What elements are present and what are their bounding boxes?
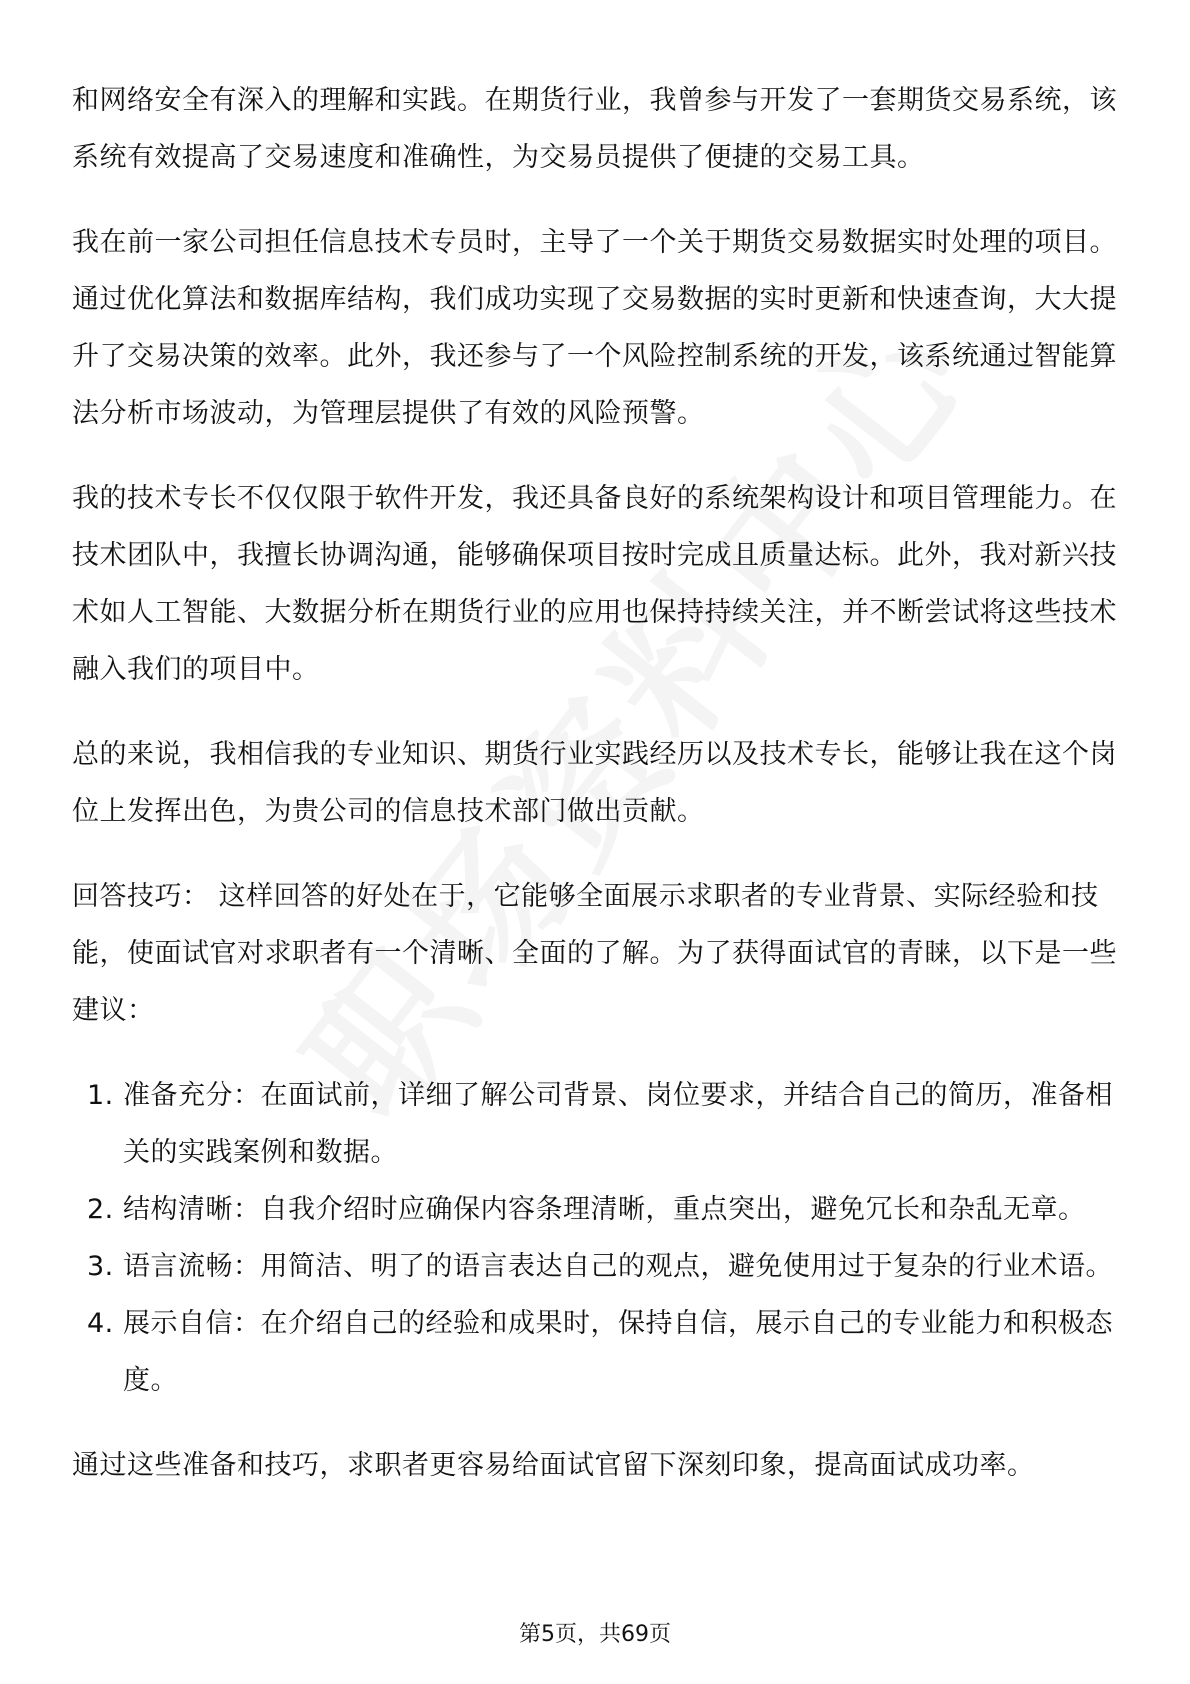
list-item-text: 展示自信：在介绍自己的经验和成果时，保持自信，展示自己的专业能力和积极态度。 [123,1308,1113,1396]
list-item-text: 结构清晰：自我介绍时应确保内容条理清晰，重点突出，避免冗长和杂乱无章。 [123,1194,1086,1225]
list-item [72,1238,1124,1295]
list-item-number: 3. [87,1251,114,1282]
list-item [72,1067,1124,1181]
paragraph-summary: 总的来说，我相信我的专业知识、期货行业实践经历以及技术专长，能够让我在这个岗位上发挥出色，为贵公司的信息技术部门做出贡献。 [72,739,1117,827]
list-item [72,1181,1124,1238]
paragraph-answer-tips: 回答技巧： 这样回答的好处在于，它能够全面展示求职者的专业背景、实际经验和技能，使面试官对求职者有一个清晰、全面的了解。为了获得面试官的青睐，以下是一些建议： [72,881,1117,1026]
list-item-text: 准备充分：在面试前，详细了解公司背景、岗位要求，并结合自己的简历，准备相关的实践案例和数据。 [123,1080,1113,1168]
paragraph-closing: 通过这些准备和技巧，求职者更容易给面试官留下深刻印象，提高面试成功率。 [72,1450,1035,1481]
list-item-text: 语言流畅：用简洁、明了的语言表达自己的观点，避免使用过于复杂的行业术语。 [123,1251,1113,1282]
document-body [72,72,1124,1494]
list-item-number: 1. [87,1080,114,1111]
list-item-number: 4. [87,1308,114,1339]
paragraph-intro-continued: 和网络安全有深入的理解和实践。在期货行业，我曾参与开发了一套期货交易系统，该系统有效提高了交易速度和准确性，为交易员提供了便捷的交易工具。 [72,85,1117,173]
paragraph-technical-skills: 我的技术专长不仅仅限于软件开发，我还具备良好的系统架构设计和项目管理能力。在技术团队中，我擅长协调沟通，能够确保项目按时完成且质量达标。此外，我对新兴技术如人工智能、大数据分析在期货行业的应用也保持持续关注，并不断尝试将这些技术融入我们的项目中。 [72,483,1117,685]
paragraph-project-experience: 我在前一家公司担任信息技术专员时，主导了一个关于期货交易数据实时处理的项目。通过优化算法和数据库结构，我们成功实现了交易数据的实时更新和快速查询，大大提升了交易决策的效率。此外，我还参与了一个风险控制系统的开发，该系统通过智能算法分析市场波动，为管理层提供了有效的风险预警。 [72,227,1117,429]
list-item-number: 2. [87,1194,114,1225]
tips-list [72,1067,1124,1409]
list-item [72,1295,1124,1409]
page-number: 第5页，共69页 [519,1622,671,1647]
